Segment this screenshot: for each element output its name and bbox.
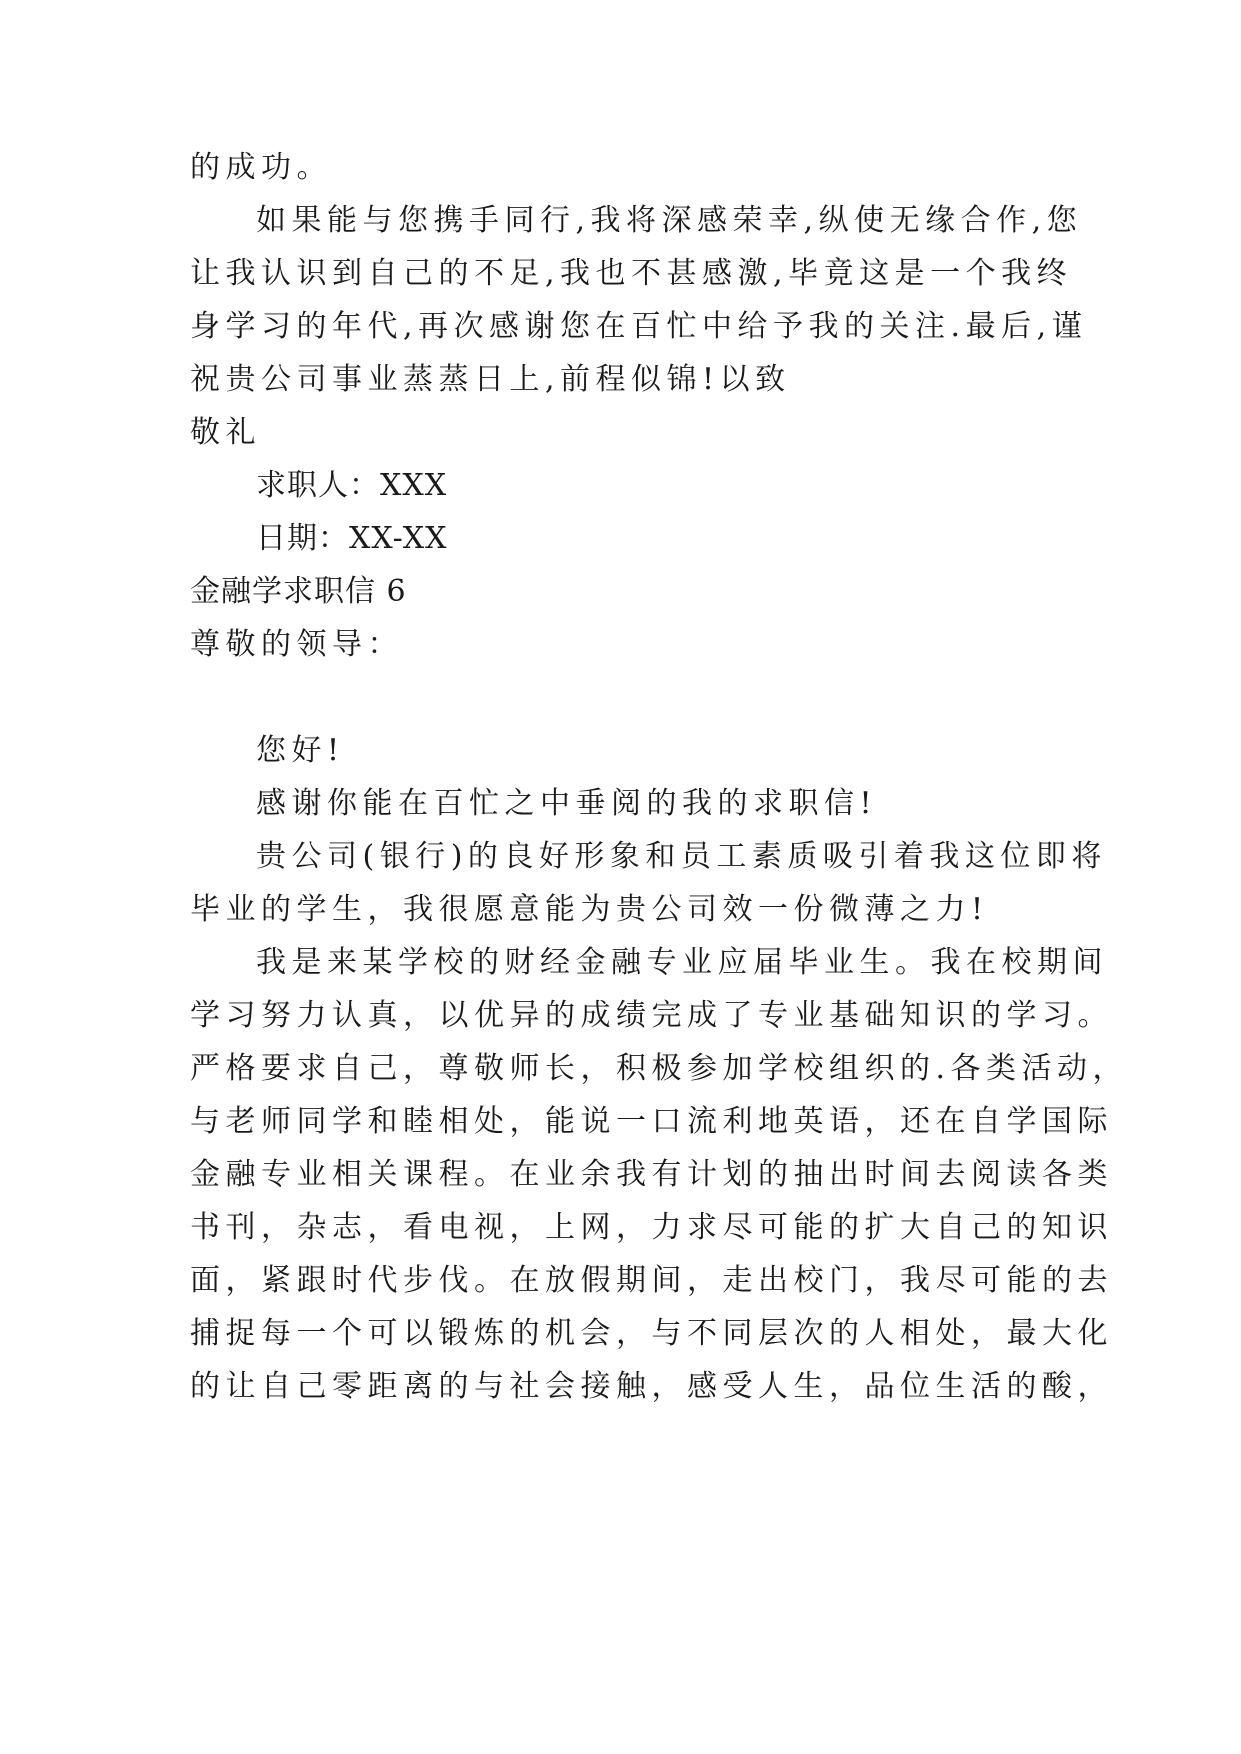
text-line: 的让自己零距离的与社会接触，感受人生，品位生活的酸， — [190, 1369, 1113, 1404]
applicant-signature: 求职人：XXX — [256, 468, 448, 503]
date-line: 日期：XX-XX — [256, 521, 448, 556]
text-line: 感谢你能在百忙之中垂阅的我的求职信! — [256, 786, 878, 821]
text-line: 如果能与您携手同行,我将深感荣幸,纵使无缘合作,您 — [256, 203, 1083, 238]
text-line: 金融专业相关课程。在业余我有计划的抽出时间去阅读各类 — [190, 1157, 1113, 1192]
greeting: 尊敬的领导： — [190, 627, 403, 662]
text-line: 毕业的学生，我很愿意能为贵公司效一份微薄之力! — [190, 892, 989, 927]
text-line: 书刊，杂志，看电视，上网，力求尽可能的扩大自己的知识 — [190, 1210, 1113, 1245]
text-line: 贵公司(银行)的良好形象和员工素质吸引着我这位即将 — [256, 839, 1107, 874]
text-line: 让我认识到自己的不足,我也不甚感激,毕竟这是一个我终 — [190, 256, 1073, 291]
text-line: 与老师同学和睦相处，能说一口流利地英语，还在自学国际 — [190, 1104, 1113, 1139]
text-line: 您好! — [256, 733, 345, 768]
text-line: 祝贵公司事业蒸蒸日上,前程似锦!以致 — [190, 362, 791, 397]
closing-salutation: 敬礼 — [190, 415, 261, 450]
section-heading: 金融学求职信 6 — [190, 574, 407, 609]
text-line: 身学习的年代,再次感谢您在百忙中给予我的关注.最后,谨 — [190, 309, 1088, 344]
text-line: 严格要求自己，尊敬师长，积极参加学校组织的.各类活动， — [190, 1051, 1129, 1086]
text-line: 的成功。 — [190, 150, 332, 185]
text-line: 学习努力认真，以优异的成绩完成了专业基础知识的学习。 — [190, 998, 1113, 1033]
text-line: 面，紧跟时代步伐。在放假期间，走出校门，我尽可能的去 — [190, 1263, 1113, 1298]
text-line: 捕捉每一个可以锻炼的机会，与不同层次的人相处，最大化 — [190, 1316, 1113, 1351]
text-line: 我是来某学校的财经金融专业应届毕业生。我在校期间 — [256, 945, 1108, 980]
